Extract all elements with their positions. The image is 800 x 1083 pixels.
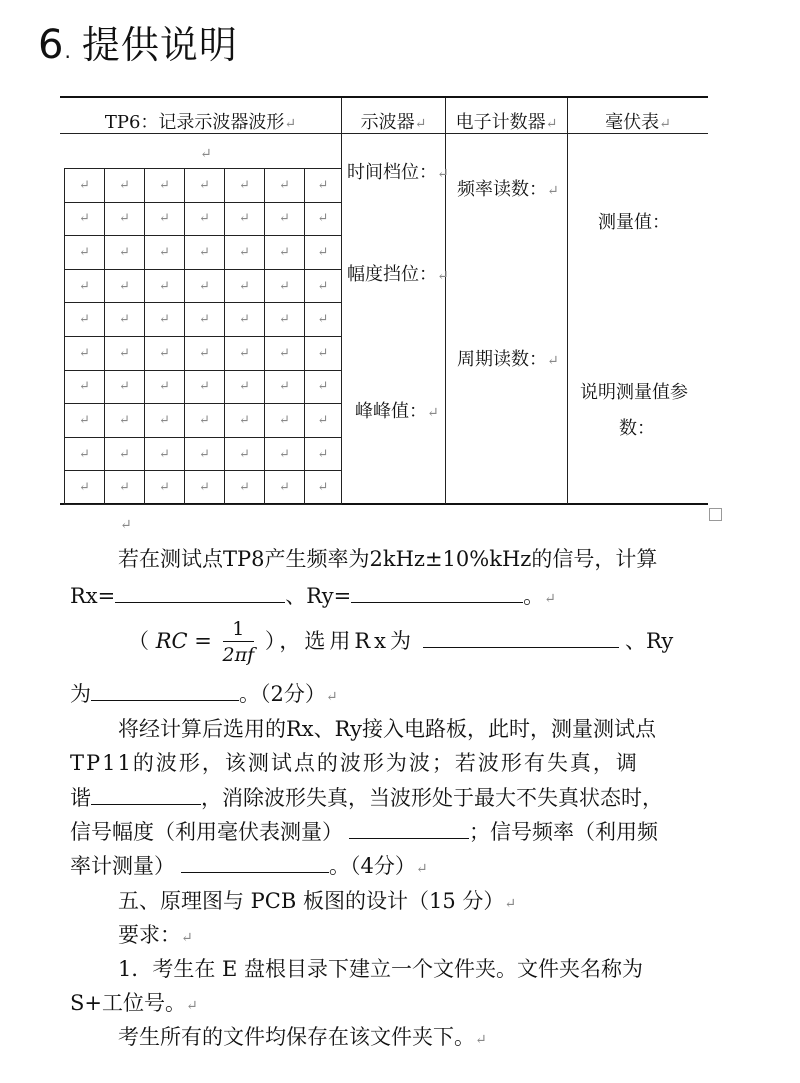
grid-cell: ↵: [305, 404, 342, 438]
grid-cell: ↵: [145, 471, 185, 505]
grid-cell: ↵: [265, 270, 305, 304]
grid-cell: ↵: [105, 337, 145, 371]
formula-numerator: 1: [223, 617, 255, 642]
header-waveform: TP6：记录示波器波形↵: [104, 112, 297, 133]
para-tp11-line1: 将经计算后选用的Rx、Ry接入电路板，此时，测量测试点: [118, 717, 656, 741]
section-five-title: 五、原理图与 PCB 板图的设计（15 分）↵: [118, 889, 517, 913]
after-table-mark: ↵: [120, 517, 132, 533]
formula-lhs: RC =: [155, 629, 212, 653]
grid-cell: ↵: [305, 270, 342, 304]
mv-explain-line1: 说明测量值参: [580, 382, 688, 403]
tuning-blank[interactable]: [91, 782, 201, 805]
grid-cell: ↵: [145, 438, 185, 472]
mv-explain-line2: 数：: [619, 418, 655, 439]
grid-cell: ↵: [225, 438, 265, 472]
grid-cell: ↵: [225, 404, 265, 438]
header-counter: 电子计数器↵: [455, 112, 558, 133]
para-formula-line: （ RC = $\frac{1}{2\pi f}$ ），选用Rx为 、Ry: [128, 618, 674, 666]
header-millivoltmeter: 毫伏表↵: [605, 112, 671, 133]
grid-cell: ↵: [265, 438, 305, 472]
grid-cell: ↵: [105, 471, 145, 505]
grid-cell: ↵: [265, 203, 305, 237]
para-tp11-line4: 信号幅度（利用毫伏表测量） ；信号频率（利用频: [70, 816, 696, 847]
grid-cell: ↵: [185, 471, 225, 505]
grid-cell: ↵: [225, 236, 265, 270]
counter-frequency-label: 频率读数：↵: [457, 179, 559, 200]
grid-cell: ↵: [265, 236, 305, 270]
grid-cell: ↵: [145, 371, 185, 405]
grid-cell: ↵: [185, 203, 225, 237]
item1-line2: S+工位号。↵: [70, 991, 198, 1015]
heading-title: 提供说明: [81, 23, 238, 67]
grid-cell: ↵: [145, 404, 185, 438]
grid-cell: ↵: [225, 203, 265, 237]
grid-cell: ↵: [305, 371, 342, 405]
grid-cell: ↵: [265, 303, 305, 337]
grid-cell: ↵: [105, 371, 145, 405]
ry-select-blank[interactable]: [91, 678, 239, 701]
grid-cell: ↵: [305, 337, 342, 371]
grid-cell: ↵: [265, 337, 305, 371]
formula-denominator: 2πf: [222, 644, 255, 666]
grid-cell: ↵: [265, 371, 305, 405]
grid-cell: ↵: [185, 404, 225, 438]
grid-cell: ↵: [185, 438, 225, 472]
grid-cell: ↵: [65, 337, 105, 371]
grid-cell: ↵: [185, 337, 225, 371]
grid-cell: ↵: [65, 303, 105, 337]
grid-top-mark: ↵: [200, 146, 212, 162]
grid-cell: ↵: [65, 236, 105, 270]
waveform-grid: [64, 168, 342, 505]
grid-cell: ↵: [265, 471, 305, 505]
grid-cell: ↵: [225, 303, 265, 337]
counter-period-label: 周期读数：↵: [457, 349, 559, 370]
grid-cell: ↵: [185, 303, 225, 337]
heading-number: 6: [38, 22, 65, 68]
grid-cell: ↵: [185, 169, 225, 203]
grid-cell: ↵: [305, 438, 342, 472]
para-tp11-line3: 谐 ，消除波形失真，当波形处于最大不失真状态时，: [70, 782, 696, 813]
section-heading: [38, 14, 238, 69]
ry-blank[interactable]: [351, 580, 523, 603]
grid-cell: ↵: [105, 169, 145, 203]
grid-cell: ↵: [225, 337, 265, 371]
grid-cell: ↵: [185, 371, 225, 405]
grid-cell: ↵: [105, 404, 145, 438]
grid-cell: ↵: [105, 236, 145, 270]
grid-cell: ↵: [305, 203, 342, 237]
grid-cell: ↵: [225, 471, 265, 505]
grid-cell: ↵: [65, 270, 105, 304]
table-col-divider-3: [567, 98, 568, 504]
grid-cell: ↵: [105, 438, 145, 472]
para-tp8-line1: 若在测试点TP8产生频率为2kHz±10%kHz的信号，计算: [118, 547, 658, 571]
grid-cell: ↵: [65, 371, 105, 405]
grid-cell: ↵: [145, 236, 185, 270]
osc-amplitude-div-label: 幅度挡位：↵: [347, 264, 449, 285]
grid-cell: ↵: [305, 471, 342, 505]
requirements-label: 要求：↵: [118, 923, 193, 947]
grid-cell: ↵: [225, 371, 265, 405]
frequency-blank[interactable]: [181, 850, 329, 873]
amplitude-blank[interactable]: [349, 816, 469, 839]
grid-cell: ↵: [225, 169, 265, 203]
grid-cell: ↵: [105, 203, 145, 237]
grid-cell: ↵: [145, 337, 185, 371]
grid-cell: ↵: [65, 404, 105, 438]
grid-cell: ↵: [265, 404, 305, 438]
table-end-checkbox: [709, 508, 722, 521]
para-tp8-line2: Rx= 、Ry= 。↵: [70, 580, 696, 614]
grid-cell: ↵: [65, 169, 105, 203]
formula-fraction: [223, 617, 255, 668]
osc-peak-to-peak-label: 峰峰值：↵: [355, 401, 439, 422]
para-ry-line: 为 。（2分）↵: [70, 678, 696, 712]
grid-cell: ↵: [65, 203, 105, 237]
header-oscilloscope: 示波器↵: [360, 112, 427, 133]
grid-cell: ↵: [185, 270, 225, 304]
grid-cell: ↵: [185, 236, 225, 270]
grid-cell: ↵: [145, 270, 185, 304]
grid-cell: ↵: [145, 303, 185, 337]
rx-blank[interactable]: [115, 580, 285, 603]
grid-cell: ↵: [305, 303, 342, 337]
item1-line1: 1．考生在 E 盘根目录下建立一个文件夹。文件夹名称为: [118, 957, 644, 981]
grid-cell: ↵: [65, 471, 105, 505]
grid-cell: ↵: [105, 270, 145, 304]
heading-dot: .: [64, 39, 72, 63]
para-tp11-line2: TP11的波形，该测试点的波形为波；若波形有失真，调: [70, 751, 639, 775]
grid-cell: ↵: [105, 303, 145, 337]
para-tp11-line5: 率计测量） 。（4分）↵: [70, 850, 696, 884]
table-top-rule: [60, 96, 708, 98]
osc-time-div-label: 时间档位：↵: [347, 162, 449, 183]
grid-cell: ↵: [145, 169, 185, 203]
grid-cell: ↵: [65, 438, 105, 472]
grid-cell: ↵: [305, 236, 342, 270]
grid-cell: ↵: [265, 169, 305, 203]
mv-measured-label: 测量值：: [598, 212, 670, 233]
grid-cell: ↵: [145, 203, 185, 237]
note-line: 考生所有的文件均保存在该文件夹下。↵: [118, 1025, 487, 1049]
grid-cell: ↵: [225, 270, 265, 304]
grid-cell: ↵: [305, 169, 342, 203]
rx-select-blank[interactable]: [423, 625, 619, 648]
